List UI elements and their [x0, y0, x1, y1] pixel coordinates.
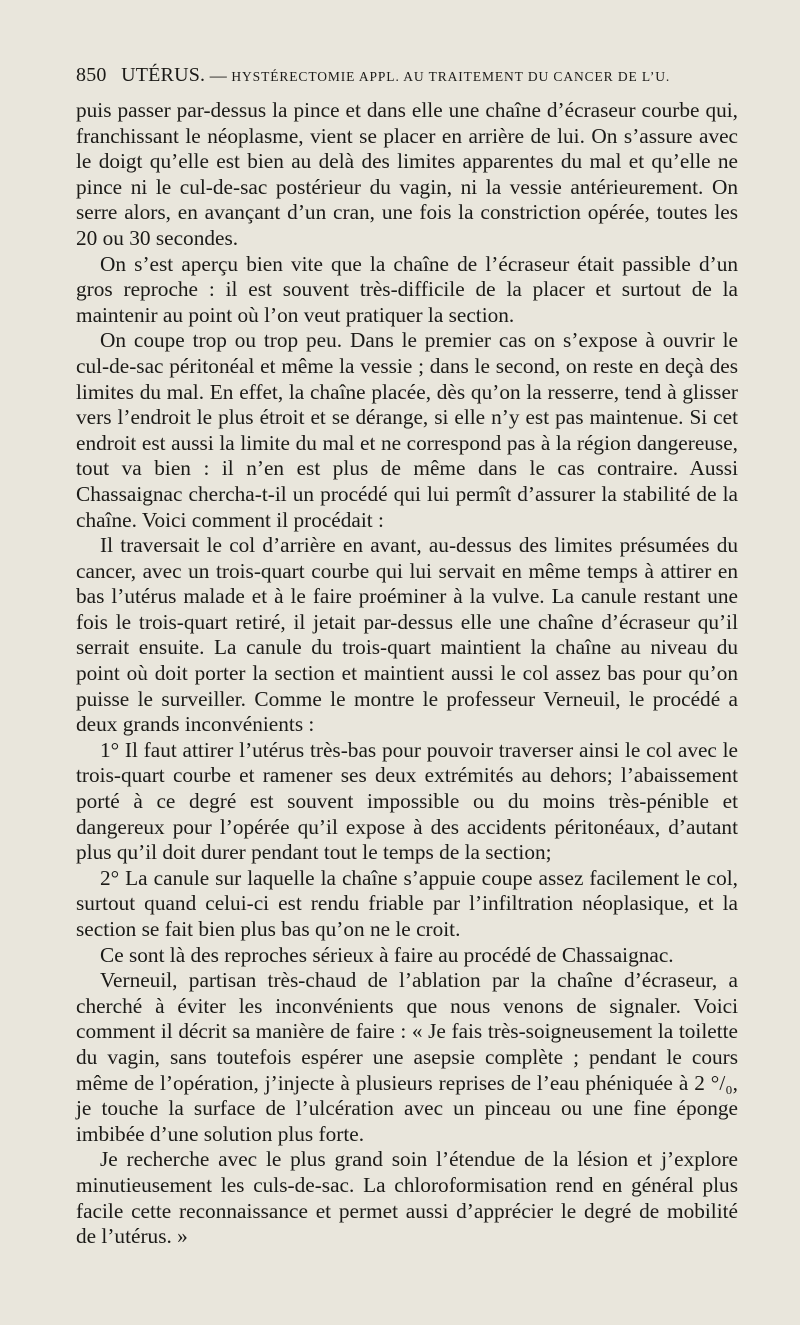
header-dash: — [209, 66, 227, 85]
paragraph: Verneuil, partisan très-chaud de l’ablation par la chaîne d’écraseur, a cherché à éviter les inconvénients que nous venons de signaler. Voici comment il décrit sa manière de faire : « Je fais très-soigneusement la toilette du vagin, sans toutefois espérer une asepsie complète ; pendant le cours même de l’opération, j’injecte à plusieurs reprises de l’eau phéniquée à 2 °/₀, je touche la surface de l’ulcération avec un pinceau ou une fine éponge imbibée d’une solution plus forte. [76, 968, 738, 1146]
header-subtitle: HYSTÉRECTOMIE APPL. AU TRAITEMENT DU CANCER DE L’U. [231, 69, 671, 84]
paragraph: 1° Il faut attirer l’utérus très-bas pour pouvoir traverser ainsi le col avec le trois-quart courbe et ramener ses deux extrémités au dehors; l’abaissement porté à ce degré est souvent impossible ou du moins très-pénible et dangereux pour l’opérée qu’il expose à des accidents péritonéaux, d’autant plus qu’il doit durer pendant tout le temps de la section; [76, 737, 738, 865]
running-header [76, 64, 776, 87]
paragraph: 2° La canule sur laquelle la chaîne s’appuie coupe assez facilement le col, surtout quand celui-ci est rendu friable par l’infiltration néoplasique, et la section se fait bien plus bas qu’on ne le croit. [76, 865, 738, 941]
paragraph: puis passer par-dessus la pince et dans elle une chaîne d’écraseur courbe qui, franchissant le néoplasme, vient se placer en arrière de lui. On s’assure avec le doigt qu’elle est bien au delà des limites apparentes du mal et qu’elle ne pince ni le cul-de-sac postérieur du vagin, ni la vessie antérieurement. On serre alors, en avançant d’un cran, une fois la constriction opérée, toutes les 20 ou 30 secondes. [76, 98, 738, 250]
paragraph: Je recherche avec le plus grand soin l’étendue de la lésion et j’explore minutieusement les culs-de-sac. La chloroformisation rend en général plus facile cette reconnaissance et permet aussi d’apprécier le degré de mobilité de l’utérus. » [76, 1147, 738, 1249]
paragraph: Ce sont là des reproches sérieux à faire au procédé de Chassaignac. [100, 942, 674, 967]
body-text [76, 98, 738, 1250]
paragraph: On s’est aperçu bien vite que la chaîne de l’écraseur était passible d’un gros reproche : il est souvent très-difficile de la placer et surtout de la maintenir au point où l’on veut pratiquer la section. [76, 251, 738, 327]
paragraph: Il traversait le col d’arrière en avant, au-dessus des limites présumées du cancer, avec un trois-quart courbe qui lui servait en même temps à attirer en bas l’utérus malade et à le faire proéminer à la vulve. La canule restant une fois le trois-quart retiré, il jetait par-dessus elle une chaîne d’écraseur qu’il serrait ensuite. La canule du trois-quart maintient la chaîne au niveau du point où doit porter la section et maintient aussi le col assez bas pour qu’on puisse le surveiller. Comme le montre le professeur Verneuil, le procédé a deux grands inconvénients : [76, 533, 738, 737]
paragraph: On coupe trop ou trop peu. Dans le premier cas on s’expose à ouvrir le cul-de-sac péritonéal et même la vessie ; dans le second, on reste en deçà des limites du mal. En effet, la chaîne placée, dès qu’on la resserre, tend à glisser vers l’endroit le plus étroit et se dérange, si elle n’y est pas maintenue. Si cet endroit est aussi la limite du mal et ne correspond pas à la région dangereuse, tout va bien : il n’en est plus de même dans le cas contraire. Aussi Chassaignac chercha-t-il un procédé qui lui permît d’assurer la stabilité de la chaîne. Voici comment il procédait : [76, 328, 738, 532]
header-title: UTÉRUS. [121, 64, 206, 86]
page-number: 850 [76, 64, 107, 86]
